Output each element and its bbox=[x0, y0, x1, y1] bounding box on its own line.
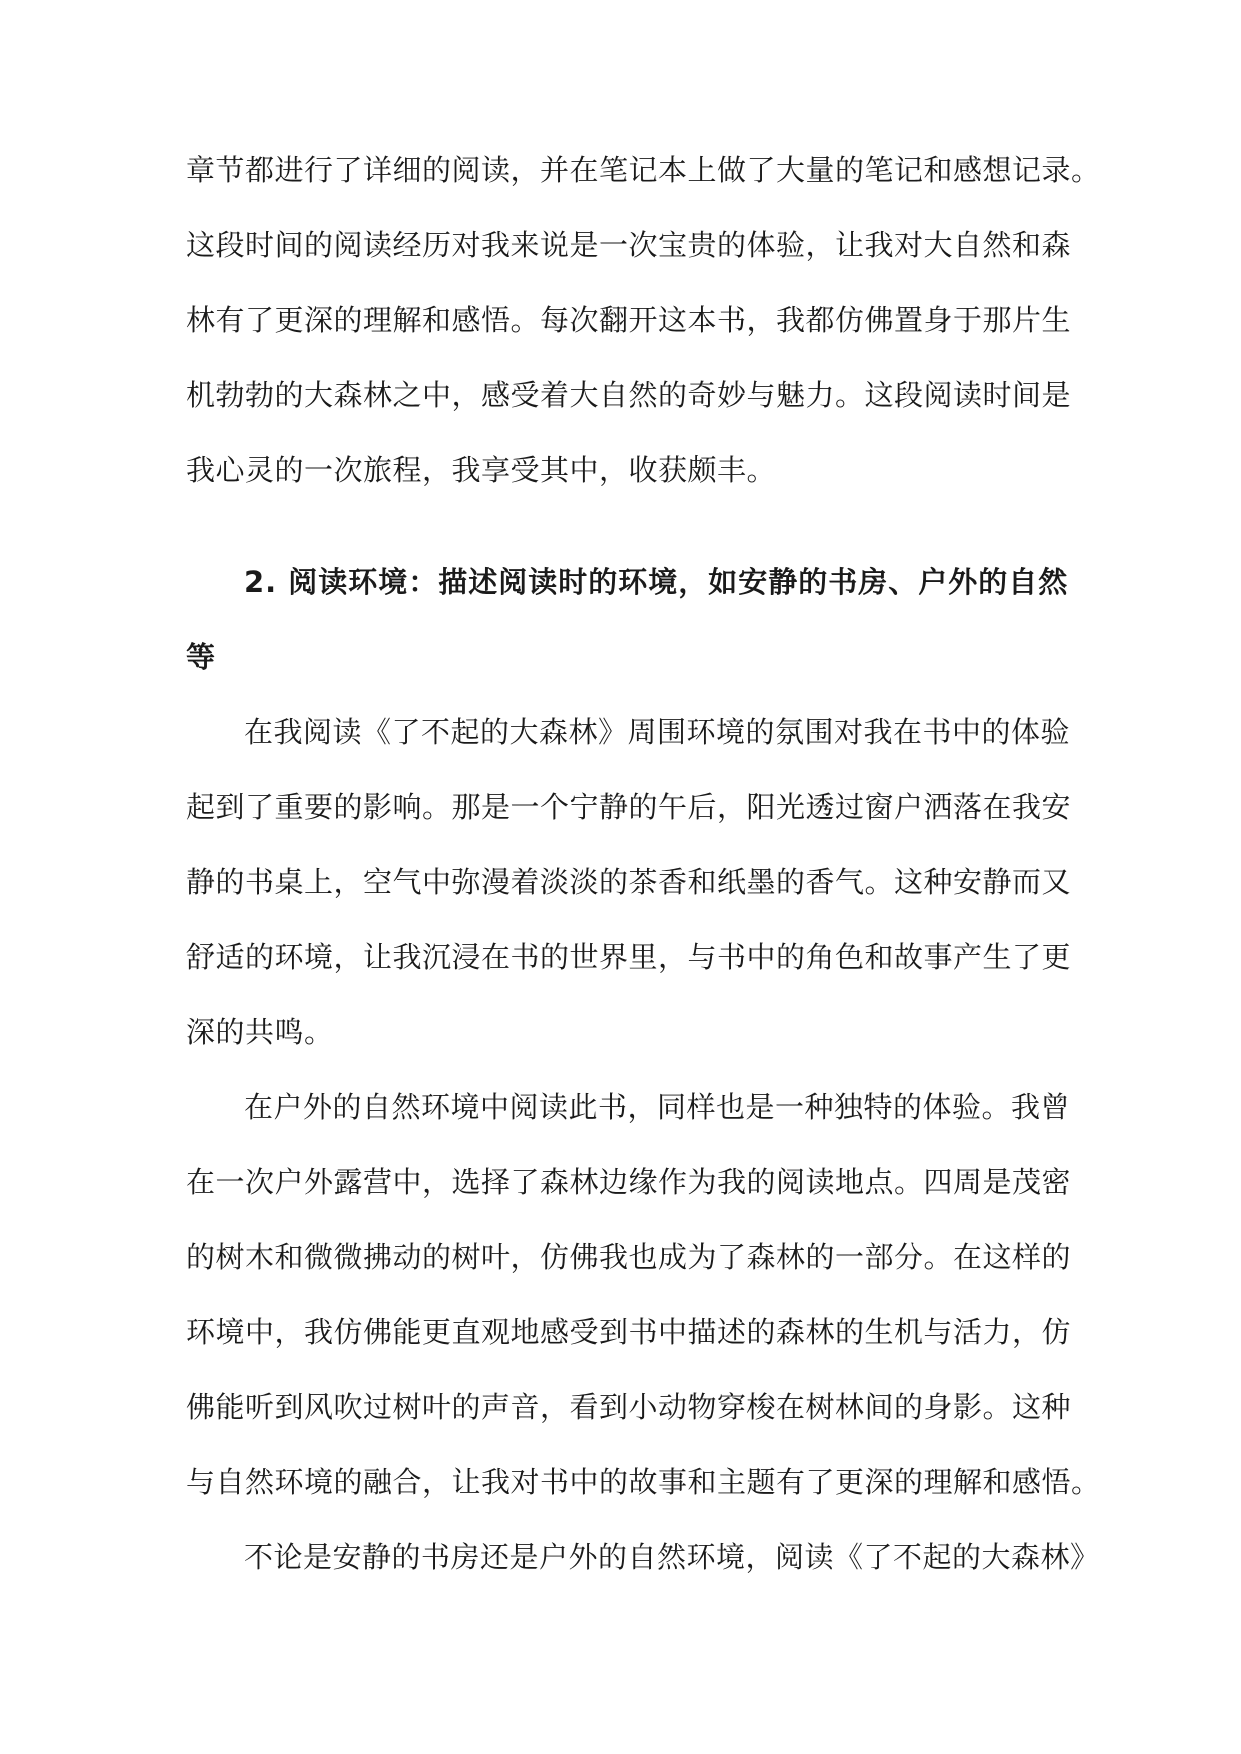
paragraph-line: 舒适的环境，让我沉浸在书的世界里，与书中的角色和故事产生了更 bbox=[186, 940, 1072, 974]
paragraph-line: 的树木和微微拂动的树叶，仿佛我也成为了森林的一部分。在这样的 bbox=[186, 1240, 1072, 1274]
paragraph-line: 在户外的自然环境中阅读此书，同样也是一种独特的体验。我曾 bbox=[244, 1090, 1071, 1124]
paragraph-line: 与自然环境的融合，让我对书中的故事和主题有了更深的理解和感悟。 bbox=[186, 1465, 1101, 1499]
paragraph-line: 在我阅读《了不起的大森林》周围环境的氛围对我在书中的体验 bbox=[244, 715, 1071, 749]
paragraph-line: 不论是安静的书房还是户外的自然环境，阅读《了不起的大森林》 bbox=[244, 1540, 1100, 1574]
section-heading: 2. 阅读环境：描述阅读时的环境，如安静的书房、户外的自然 bbox=[244, 565, 1069, 599]
paragraph-line: 机勃勃的大森林之中，感受着大自然的奇妙与魅力。这段阅读时间是 bbox=[186, 378, 1072, 412]
paragraph-line: 静的书桌上，空气中弥漫着淡淡的茶香和纸墨的香气。这种安静而又 bbox=[186, 865, 1072, 899]
paragraph-line: 这段时间的阅读经历对我来说是一次宝贵的体验，让我对大自然和森 bbox=[186, 228, 1072, 262]
paragraph-line: 我心灵的一次旅程，我享受其中，收获颇丰。 bbox=[186, 453, 777, 487]
paragraph-line: 林有了更深的理解和感悟。每次翻开这本书，我都仿佛置身于那片生 bbox=[186, 303, 1072, 337]
paragraph-line: 章节都进行了详细的阅读，并在笔记本上做了大量的笔记和感想记录。 bbox=[186, 153, 1101, 187]
paragraph-line: 在一次户外露营中，选择了森林边缘作为我的阅读地点。四周是茂密 bbox=[186, 1165, 1072, 1199]
paragraph-line: 深的共鸣。 bbox=[186, 1015, 334, 1049]
paragraph-line: 佛能听到风吹过树叶的声音，看到小动物穿梭在树林间的身影。这种 bbox=[186, 1390, 1072, 1424]
paragraph-line: 环境中，我仿佛能更直观地感受到书中描述的森林的生机与活力，仿 bbox=[186, 1315, 1072, 1349]
paragraph-line: 起到了重要的影响。那是一个宁静的午后，阳光透过窗户洒落在我安 bbox=[186, 790, 1072, 824]
section-heading-continuation: 等 bbox=[186, 640, 217, 674]
